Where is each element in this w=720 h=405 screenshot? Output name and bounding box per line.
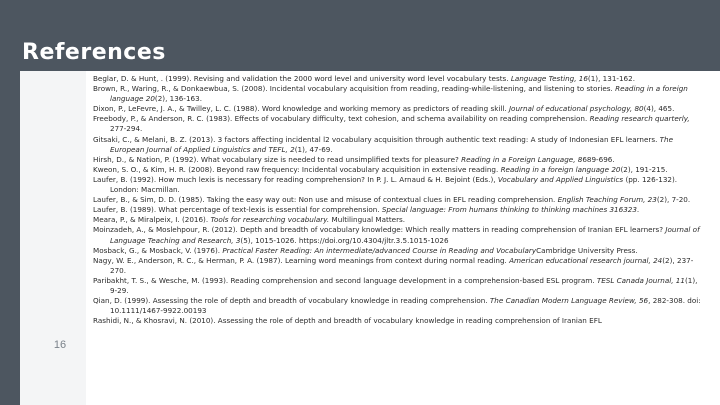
reference-details: (1), 47-69. bbox=[294, 144, 333, 154]
reference-source-italic: Practical Faster Reading: An intermediate/advanced Course in Reading and Vocabulary bbox=[222, 245, 537, 255]
reference-details: Cambridge University Press. bbox=[536, 245, 638, 255]
reference-details: 277-294. bbox=[110, 124, 143, 134]
reference-entry bbox=[93, 74, 705, 84]
reference-text: Qian, D. (1999). Assessing the role of depth and breadth of vocabulary knowledge in reading comprehension. bbox=[93, 296, 490, 306]
reference-entry bbox=[93, 104, 705, 114]
reference-text: Kweon, S. O., & Kim, H. R. (2008). Beyond raw frequency: Incidental vocabulary acquisition in extensive reading. bbox=[93, 164, 501, 174]
reference-text: Paribakht, T. S., & Wesche, M. (1993). Reading comprehension and second language development in a comprehension-based ESL program. bbox=[93, 275, 597, 285]
reference-text: Mosback, G., & Mosback, V. (1976). bbox=[93, 245, 223, 255]
reference-source-italic: The Canadian Modern Language Review, 56 bbox=[489, 296, 649, 306]
reference-source-italic: Reading in a foreign language 20 bbox=[500, 164, 621, 174]
reference-text: Dixon, P., LeFevre, J. A., & Twilley, L. C. (1988). Word knowledge and working memory as predictors of reading skill. bbox=[93, 104, 509, 114]
reference-source-italic: The European Journal of Applied Linguistics and TEFL, 2 bbox=[110, 134, 674, 154]
reference-source-italic: Language Testing, 16 bbox=[510, 74, 588, 83]
reference-details: (pp. 126-132). London: Macmillan. bbox=[110, 174, 678, 195]
reference-text: Brown, R., Waring, R., & Donkaewbua, S. (2008). Incidental vocabulary acquisition from reading, reading-while-listening, and listening to stories. bbox=[93, 84, 616, 94]
reference-entry bbox=[93, 215, 705, 225]
reference-entry bbox=[93, 296, 705, 316]
reference-source-italic: Reading in a foreign language 20 bbox=[110, 84, 688, 104]
reference-text: Nagy, W. E., Anderson, R. C., & Herman, P. A. (1987). Learning word meanings from context during normal reading. bbox=[93, 255, 510, 265]
reference-details: 689-696. bbox=[582, 154, 615, 164]
reference-details: , 282-308. doi: 10.1111/1467-9922.00193 bbox=[110, 296, 701, 316]
reference-source-italic: Reading in a Foreign Language, 8 bbox=[461, 154, 583, 164]
reference-text: Meara, P., & Miralpeix, I. (2016). bbox=[93, 215, 211, 225]
reference-list bbox=[93, 74, 705, 405]
reference-source-italic: Journal of Language Teaching and Research, 3 bbox=[110, 225, 700, 245]
reference-entry bbox=[93, 114, 705, 134]
reference-text: Rashidi, N., & Khosravi, N. (2010). Assessing the role of depth and breadth of vocabulary knowledge in reading comprehension of Iranian EFL bbox=[93, 316, 602, 326]
reference-text: Hirsh, D., & Nation, P. (1992). What vocabulary size is needed to read unsimplified texts for pleasure? bbox=[93, 154, 462, 164]
reference-source-italic: Vocabulary and Applied Linguistics bbox=[497, 174, 624, 184]
title-band bbox=[0, 0, 720, 71]
reference-entry bbox=[93, 316, 705, 326]
page-number: 16 bbox=[53, 339, 67, 351]
reference-entry bbox=[93, 165, 705, 175]
left-sidebar bbox=[20, 71, 86, 405]
reference-details: (4), 465. bbox=[643, 104, 675, 114]
reference-entry bbox=[93, 225, 705, 245]
reference-entry bbox=[93, 276, 705, 296]
reference-text: Laufer, B. (1989). What percentage of text-lexis is essential for comprehension. bbox=[93, 205, 382, 215]
reference-source-italic: Journal of educational psychology, 80 bbox=[508, 104, 644, 114]
slide-title: References bbox=[22, 40, 166, 65]
reference-entry bbox=[93, 195, 705, 205]
reference-source-italic: Tools for researching vocabulary. bbox=[210, 215, 330, 225]
reference-text: Freebody, P., & Anderson, R. C. (1983). Effects of vocabulary difficulty, text cohesion, and schema availability on reading comprehension. bbox=[93, 114, 590, 124]
reference-entry bbox=[93, 155, 705, 165]
reference-entry bbox=[93, 84, 705, 104]
reference-details: (2), 237-270. bbox=[110, 255, 694, 275]
reference-details: (2), 191-215. bbox=[620, 164, 668, 174]
reference-source-italic: Special language: From humans thinking to thinking machines 316323 bbox=[381, 205, 637, 215]
reference-details: Multilingual Matters. bbox=[329, 215, 406, 225]
reference-entry bbox=[93, 205, 705, 215]
reference-details: (2), 7-20. bbox=[656, 195, 691, 205]
reference-details: (1), 131-162. bbox=[587, 74, 635, 83]
reference-source-italic: English Teaching Forum, 23 bbox=[557, 195, 657, 205]
reference-text: Gitsaki, C., & Melani, B. Z. (2013). 3 factors affecting incidental l2 vocabulary acquisition through authentic text reading: A study of Indonesian EFL learners. bbox=[93, 134, 660, 144]
reference-entry bbox=[93, 175, 705, 195]
reference-entry bbox=[93, 135, 705, 155]
reference-source-italic: TESL Canada Journal, 11 bbox=[596, 275, 685, 285]
reference-entry bbox=[93, 256, 705, 276]
reference-text: Laufer, B., & Sim, D. D. (1985). Taking the easy way out: Non use and misuse of contextual clues in EFL reading comprehension. bbox=[93, 195, 558, 205]
reference-text: Beglar, D. & Hunt, . (1999). Revising and validation the 2000 word level and university word level vocabulary tests. bbox=[93, 74, 511, 83]
reference-source-italic: American educational research journal, 24 bbox=[509, 255, 663, 265]
reference-text: Moinzadeh, A., & Moslehpour, R. (2012). Depth and breadth of vocabulary knowledge: Which really matters in reading comprehension of Iranian EFL learners? bbox=[93, 225, 666, 235]
reference-details: (1), 9-29. bbox=[110, 275, 698, 295]
reference-details: (2), 136-163. bbox=[154, 94, 202, 104]
reference-details: (5), 1015-1026. https://doi.org/10.4304/jltr.3.5.1015-1026 bbox=[240, 235, 449, 245]
reference-source-italic: Reading research quarterly, bbox=[589, 114, 690, 124]
reference-details: . bbox=[636, 205, 640, 215]
reference-entry bbox=[93, 246, 705, 256]
reference-text: Laufer, B. (1992). How much lexis is necessary for reading comprehension? In P. J. L. Arnaud & H. Bejoint (Eds.), bbox=[93, 174, 498, 184]
